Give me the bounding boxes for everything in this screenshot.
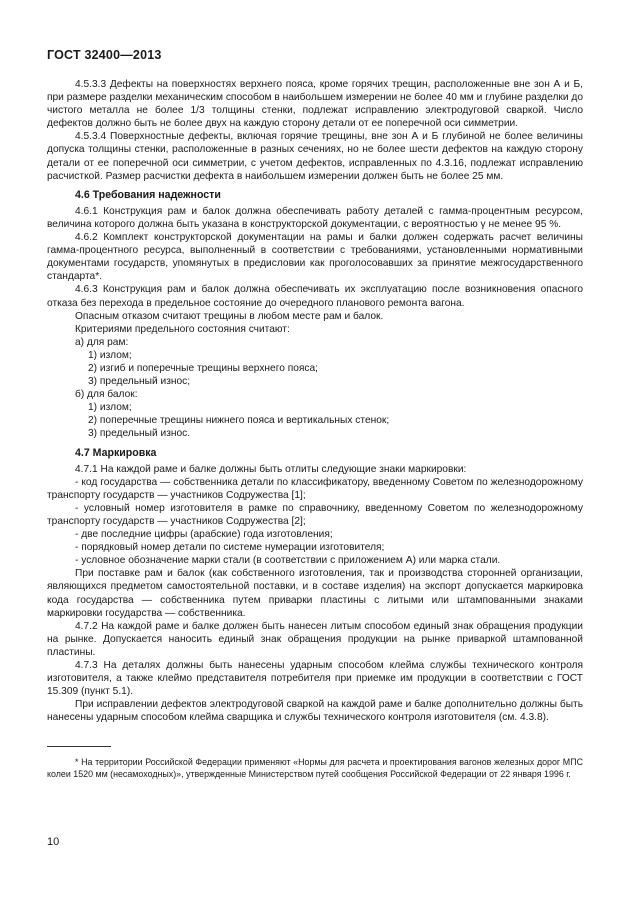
- export-supply-text: При поставке рам и балок (как собственного изготовления, так и производства сторонней организации, являющихся предметом самостоятельной поставки, и в составе изделия) на экспорт допускается маркировка кода государства — собственника путем приварки пластины с литыми или штампованными знаками маркировки государства — собственника.: [47, 568, 583, 619]
- clause-4-6-1: 4.6.1 Конструкция рам и балок должна обеспечивать работу деталей с гамма-процентным ресурсом, величина которого должна быть указана в конструкторской документации, с вероятностью γ не менее 95 %.: [47, 205, 583, 230]
- weld-repair-marking-text: При исправлении дефектов электродуговой сваркой на каждой раме и балке дополнительно должны быть нанесены ударным способом клейма сварщика и службы технического контроля изготовителя (см. 4.3.8).: [47, 699, 583, 724]
- page-header-title: ГОСТ 32400—2013: [47, 48, 162, 62]
- document-body: [47, 78, 583, 725]
- clause-4-7-1: 4.7.1 На каждой раме и балке должны быть отлиты следующие знаки маркировки:: [75, 463, 467, 475]
- limit-state-criteria-text: Критериями предельного состояния считают:: [75, 323, 290, 335]
- list-subitem-beams-1: 1) излом;: [88, 402, 132, 414]
- list-subitem-beams-3: 3) предельный износ.: [88, 428, 191, 440]
- clause-4-6-2: 4.6.2 Комплект конструкторской документации на рамы и балки должен содержать расчет величины гамма-процентного ресурса, выполненный в соответствии с требованиями, установленными нормативными документами государств, упомянутых в предисловии как проголосовавших за принятие межгосударственного стандарта*.: [47, 232, 583, 283]
- list-item-beams: б) для балок:: [75, 389, 138, 401]
- list-subitem-frames-2: 2) изгиб и поперечные трещины верхнего пояса;: [88, 362, 318, 374]
- marking-item-manufacturer-number: - условный номер изготовителя в рамке по справочнику, введенному Советом по железнодорожному транспорту государств — участников Содружества [2];: [47, 502, 583, 527]
- marking-item-country-code: - код государства — собственника детали по классификатору, введенному Советом по железнодорожному транспорту государств — участников Содружества [1];: [47, 476, 583, 501]
- clause-4-6-3: 4.6.3 Конструкция рам и балок должна обеспечивать их эксплуатацию после возникновения опасного отказа без перехода в предельное состояние до очередного планового ремонта вагона.: [47, 284, 583, 309]
- list-item-frames: а) для рам:: [75, 336, 129, 348]
- page-number: 10: [47, 836, 60, 848]
- clause-4-7-2: 4.7.2 На каждой раме и балке должен быть нанесен литым способом единый знак обращения продукции на рынке. Допускается наносить единый знак обращения продукции на рынке приваркой штампованной пластины.: [47, 620, 583, 658]
- clause-4-7-3: 4.7.3 На деталях должны быть нанесены ударным способом клейма службы технического контроля изготовителя, а также клеймо представителя потребителя при приемке им продукции в соответствии с ГОСТ 15.309 (пункт 5.1).: [47, 660, 583, 698]
- clause-4-5-3-4: 4.5.3.4 Поверхностные дефекты, включая горячие трещины, вне зон А и Б глубиной не более величины допуска толщины стенки, расположенные в разных сечениях, но не более шести дефектов на каждую сторону детали от ее поперечной оси симметрии, с учетом дефектов, исправленных по 4.3.16, подлежат исправлению расчисткой. Размер расчистки дефекта в наибольшем измерении должен быть не более 25 мм.: [47, 131, 583, 182]
- footnote-divider: [47, 746, 111, 747]
- list-subitem-frames-1: 1) излом;: [88, 349, 132, 361]
- clause-4-5-3-3: 4.5.3.3 Дефекты на поверхностях верхнего пояса, кроме горячих трещин, расположенные вне зон А и Б, при размере разделки механическим способом в наибольшем измерении не более 40 мм и глубине разделки до чистого металла не более 1/3 толщины стенки, подлежат исправлению электродуговой сваркой. Число дефектов должно быть не более двух на каждую сторону детали от ее поперечной оси симметрии.: [47, 79, 583, 130]
- marking-item-year: - две последние цифры (арабские) года изготовления;: [75, 529, 333, 541]
- section-heading-marking: 4.7 Маркировка: [75, 446, 157, 459]
- section-heading-reliability: 4.6 Требования надежности: [75, 188, 221, 201]
- list-subitem-beams-2: 2) поперечные трещины нижнего пояса и вертикальных стенок;: [88, 415, 390, 427]
- dangerous-failure-text: Опасным отказом считают трещины в любом месте рам и балок.: [75, 310, 384, 322]
- marking-item-serial-number: - порядковый номер детали по системе нумерации изготовителя;: [75, 542, 385, 554]
- marking-item-steel-grade: - условное обозначение марки стали (в соответствии с приложением А) или марка стали.: [75, 555, 501, 567]
- list-subitem-frames-3: 3) предельный износ;: [88, 376, 191, 388]
- footnote: * На территории Российской Федерации применяют «Нормы для расчета и проектирования вагонов железных дорог МПС колеи 1520 мм (несамоходных)», утвержденные Министерством путей сообщения Российской Федерации от 22 января 1996 г.: [47, 757, 583, 779]
